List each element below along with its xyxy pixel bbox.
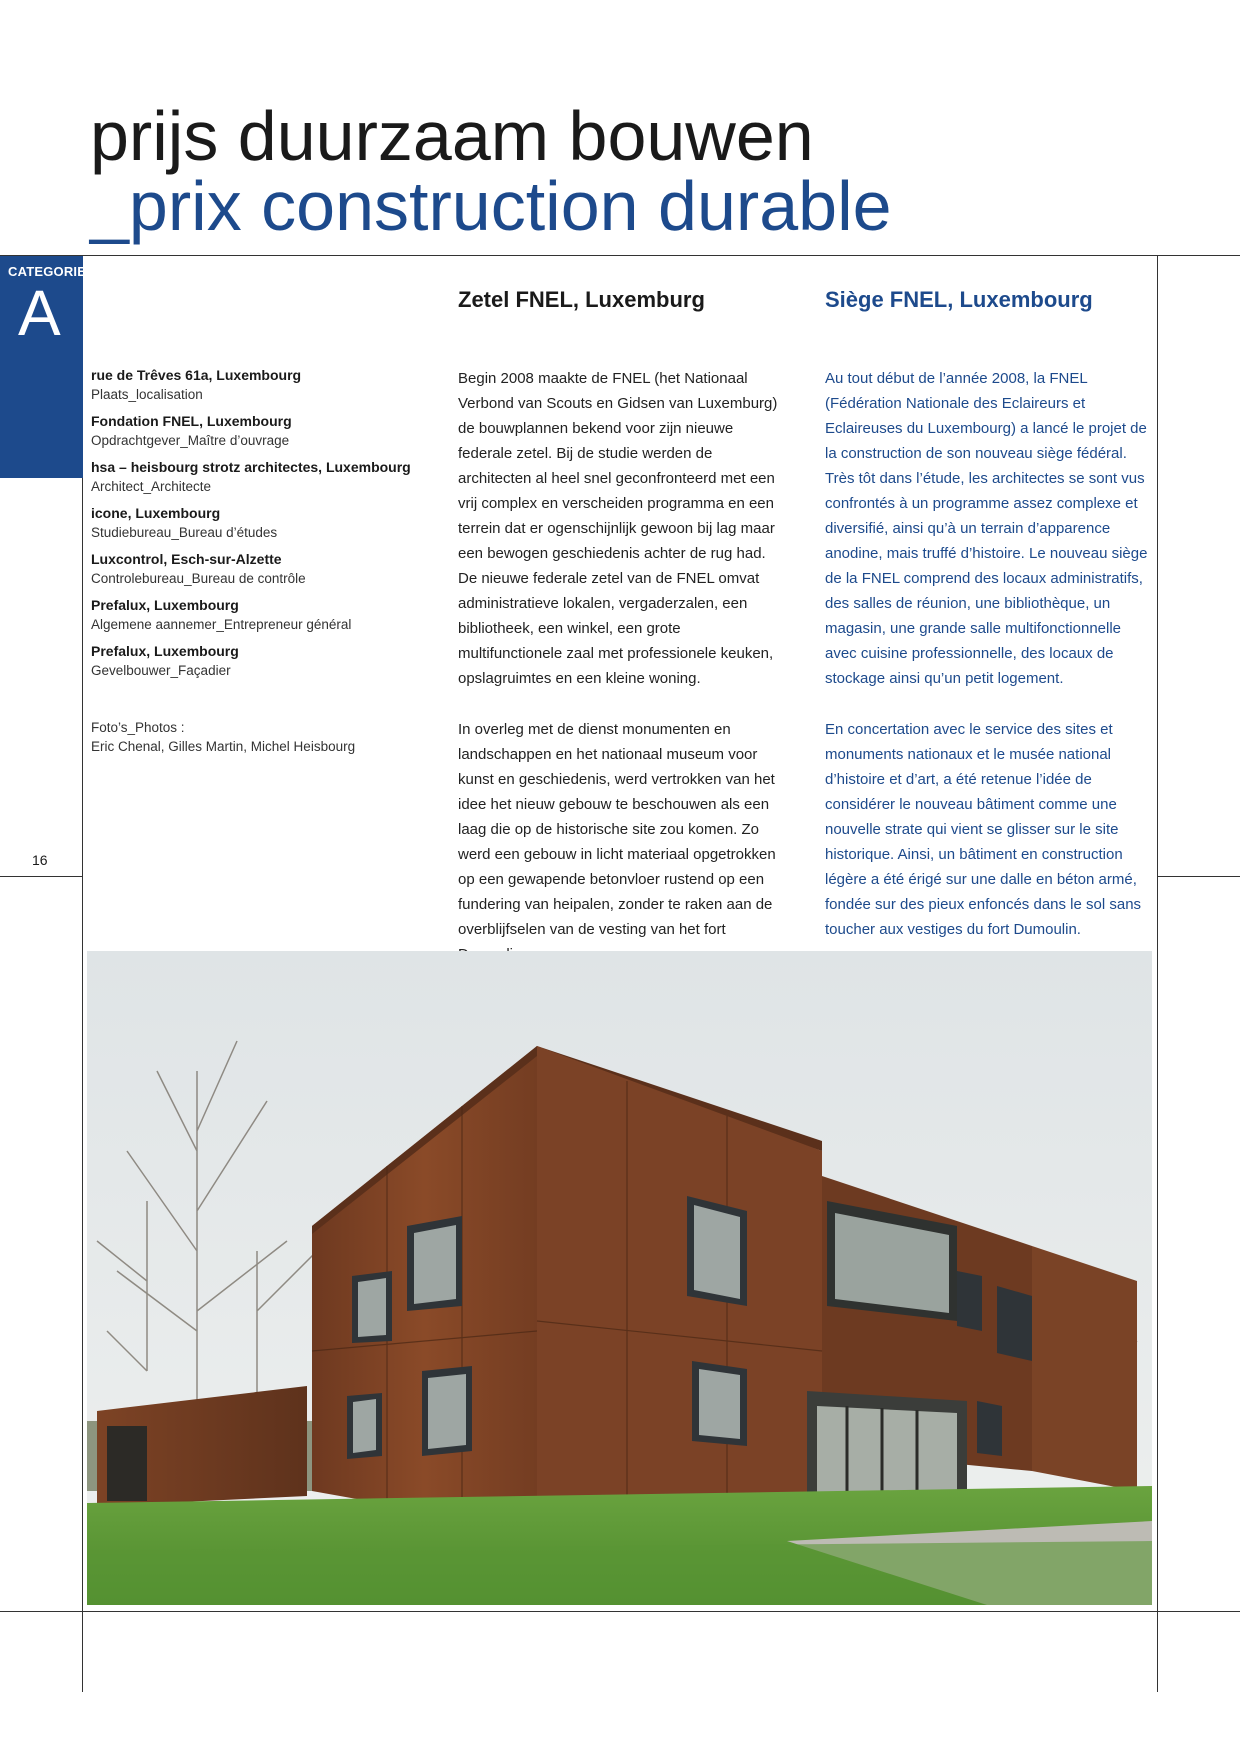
credit-role: Controlebureau_Bureau de contrôle [91,571,306,586]
category-letter: A [18,277,61,349]
credit-item [91,504,411,542]
credit-name: hsa – heisbourg strotz architectes, Luxembourg [91,459,411,475]
article-text-dutch [458,366,783,993]
credit-name: icone, Luxembourg [91,505,221,521]
credit-name: Luxcontrol, Esch-sur-Alzette [91,551,282,567]
page-number: 16 [32,852,48,868]
photo-credit-names: Eric Chenal, Gilles Martin, Michel Heisbourg [91,739,356,754]
credit-role: Studiebureau_Bureau d’études [91,525,278,540]
frame-line-middle-right [1157,876,1240,877]
building-photo-illustration [87,951,1152,1605]
credit-role: Plaats_localisation [91,387,203,402]
project-credits [91,366,411,756]
category-badge [0,256,87,478]
credit-item [91,458,411,496]
category-label: CATEGORIE [8,264,87,279]
column-title-french: Siège FNEL, Luxembourg [825,287,1093,312]
paragraph: En concertation avec le service des sites et monuments nationaux et le musée national d’histoire et d’art, a été retenue l’idée de considérer le nouveau bâtiment comme une nouvelle strate qui vient se glisser sur le site historique. Ainsi, un bâtiment en construction légère a été érigé sur une dalle en béton armé, fondée sur des pieux enfoncés dans le sol sans toucher aux vestiges du fort Dumoulin. [825,721,1142,938]
page-title-french: _prix construction durable [90,167,892,245]
frame-line-bottom [0,1611,1240,1612]
paragraph: Au tout début de l’année 2008, la FNEL (Fédération Nationale des Eclaireurs et Eclaireuses du Luxembourg) a lancé le projet de la construction de son nouveau siège fédéral. Très tôt dans l’étude, les architectes se sont vus confrontés à un programme assez complexe et diversifié, ainsi qu’à un terrain d’apparence anodine, mais truffé d’histoire. Le nouveau siège de la FNEL comprend des locaux administratifs, des salles de réunion, une bibliothèque, un magasin, une grande salle multifonctionnelle avec cuisine professionnelle, des locaux de stockage ainsi qu’un petit logement. [825,370,1148,687]
credit-role: Gevelbouwer_Façadier [91,663,231,678]
article-text-french [825,366,1155,968]
credit-role: Architect_Architecte [91,479,212,494]
credit-item [91,642,411,680]
credit-item [91,366,411,404]
frame-line-right [1157,256,1158,1692]
credit-item [91,596,411,634]
paragraph: In overleg met de dienst monumenten en landschappen en het nationaal museum voor kunst en geschiedenis, werd vertrokken van het idee het nieuw gebouw te beschouwen als een laag die op de historische site zou komen. Zo werd een gebouw in licht materiaal opgetrokken op een gewapende betonvloer rustend op een fundering van heipalen, zonder te raken aan de overblijfselen van de vesting van het fort [458,721,776,938]
frame-line-middle-left [0,876,83,877]
credit-item [91,550,411,588]
photo-credit-label: Foto’s_Photos : [91,720,185,735]
photo-credit [91,718,411,756]
building-photo [87,951,1152,1605]
credit-name: rue de Trêves 61a, Luxembourg [91,367,302,383]
credit-item [91,412,411,450]
paragraph: Begin 2008 maakte de FNEL (het Nationaal Verbond van Scouts en Gidsen van Luxemburg) de bouwplannen bekend voor zijn nieuwe federale zetel. Bij de studie werden de architecten al heel snel geconfronteerd met een vrij complex en verscheiden programma en een terrein dat er ogenschijnlijk gewoon bij lag maar een bewogen geschiedenis achter de rug had. De nieuwe federale zetel van de FNEL omvat administratieve lokalen, vergaderzalen, een bibliotheek, een winkel, een grote multifunctionele zaal met professionele keuken, opslagruimtes en een kleine woning. [458,370,778,687]
page-title-dutch: prijs duurzaam bouwen [90,97,814,175]
credit-role: Algemene aannemer_Entrepreneur général [91,617,352,632]
credit-name: Prefalux, Luxembourg [91,643,239,659]
column-title-dutch: Zetel FNEL, Luxemburg [458,287,705,312]
credit-name: Prefalux, Luxembourg [91,597,239,613]
credit-name: Fondation FNEL, Luxembourg [91,413,292,429]
frame-line-top [0,255,1240,256]
credit-role: Opdrachtgever_Maître d’ouvrage [91,433,290,448]
